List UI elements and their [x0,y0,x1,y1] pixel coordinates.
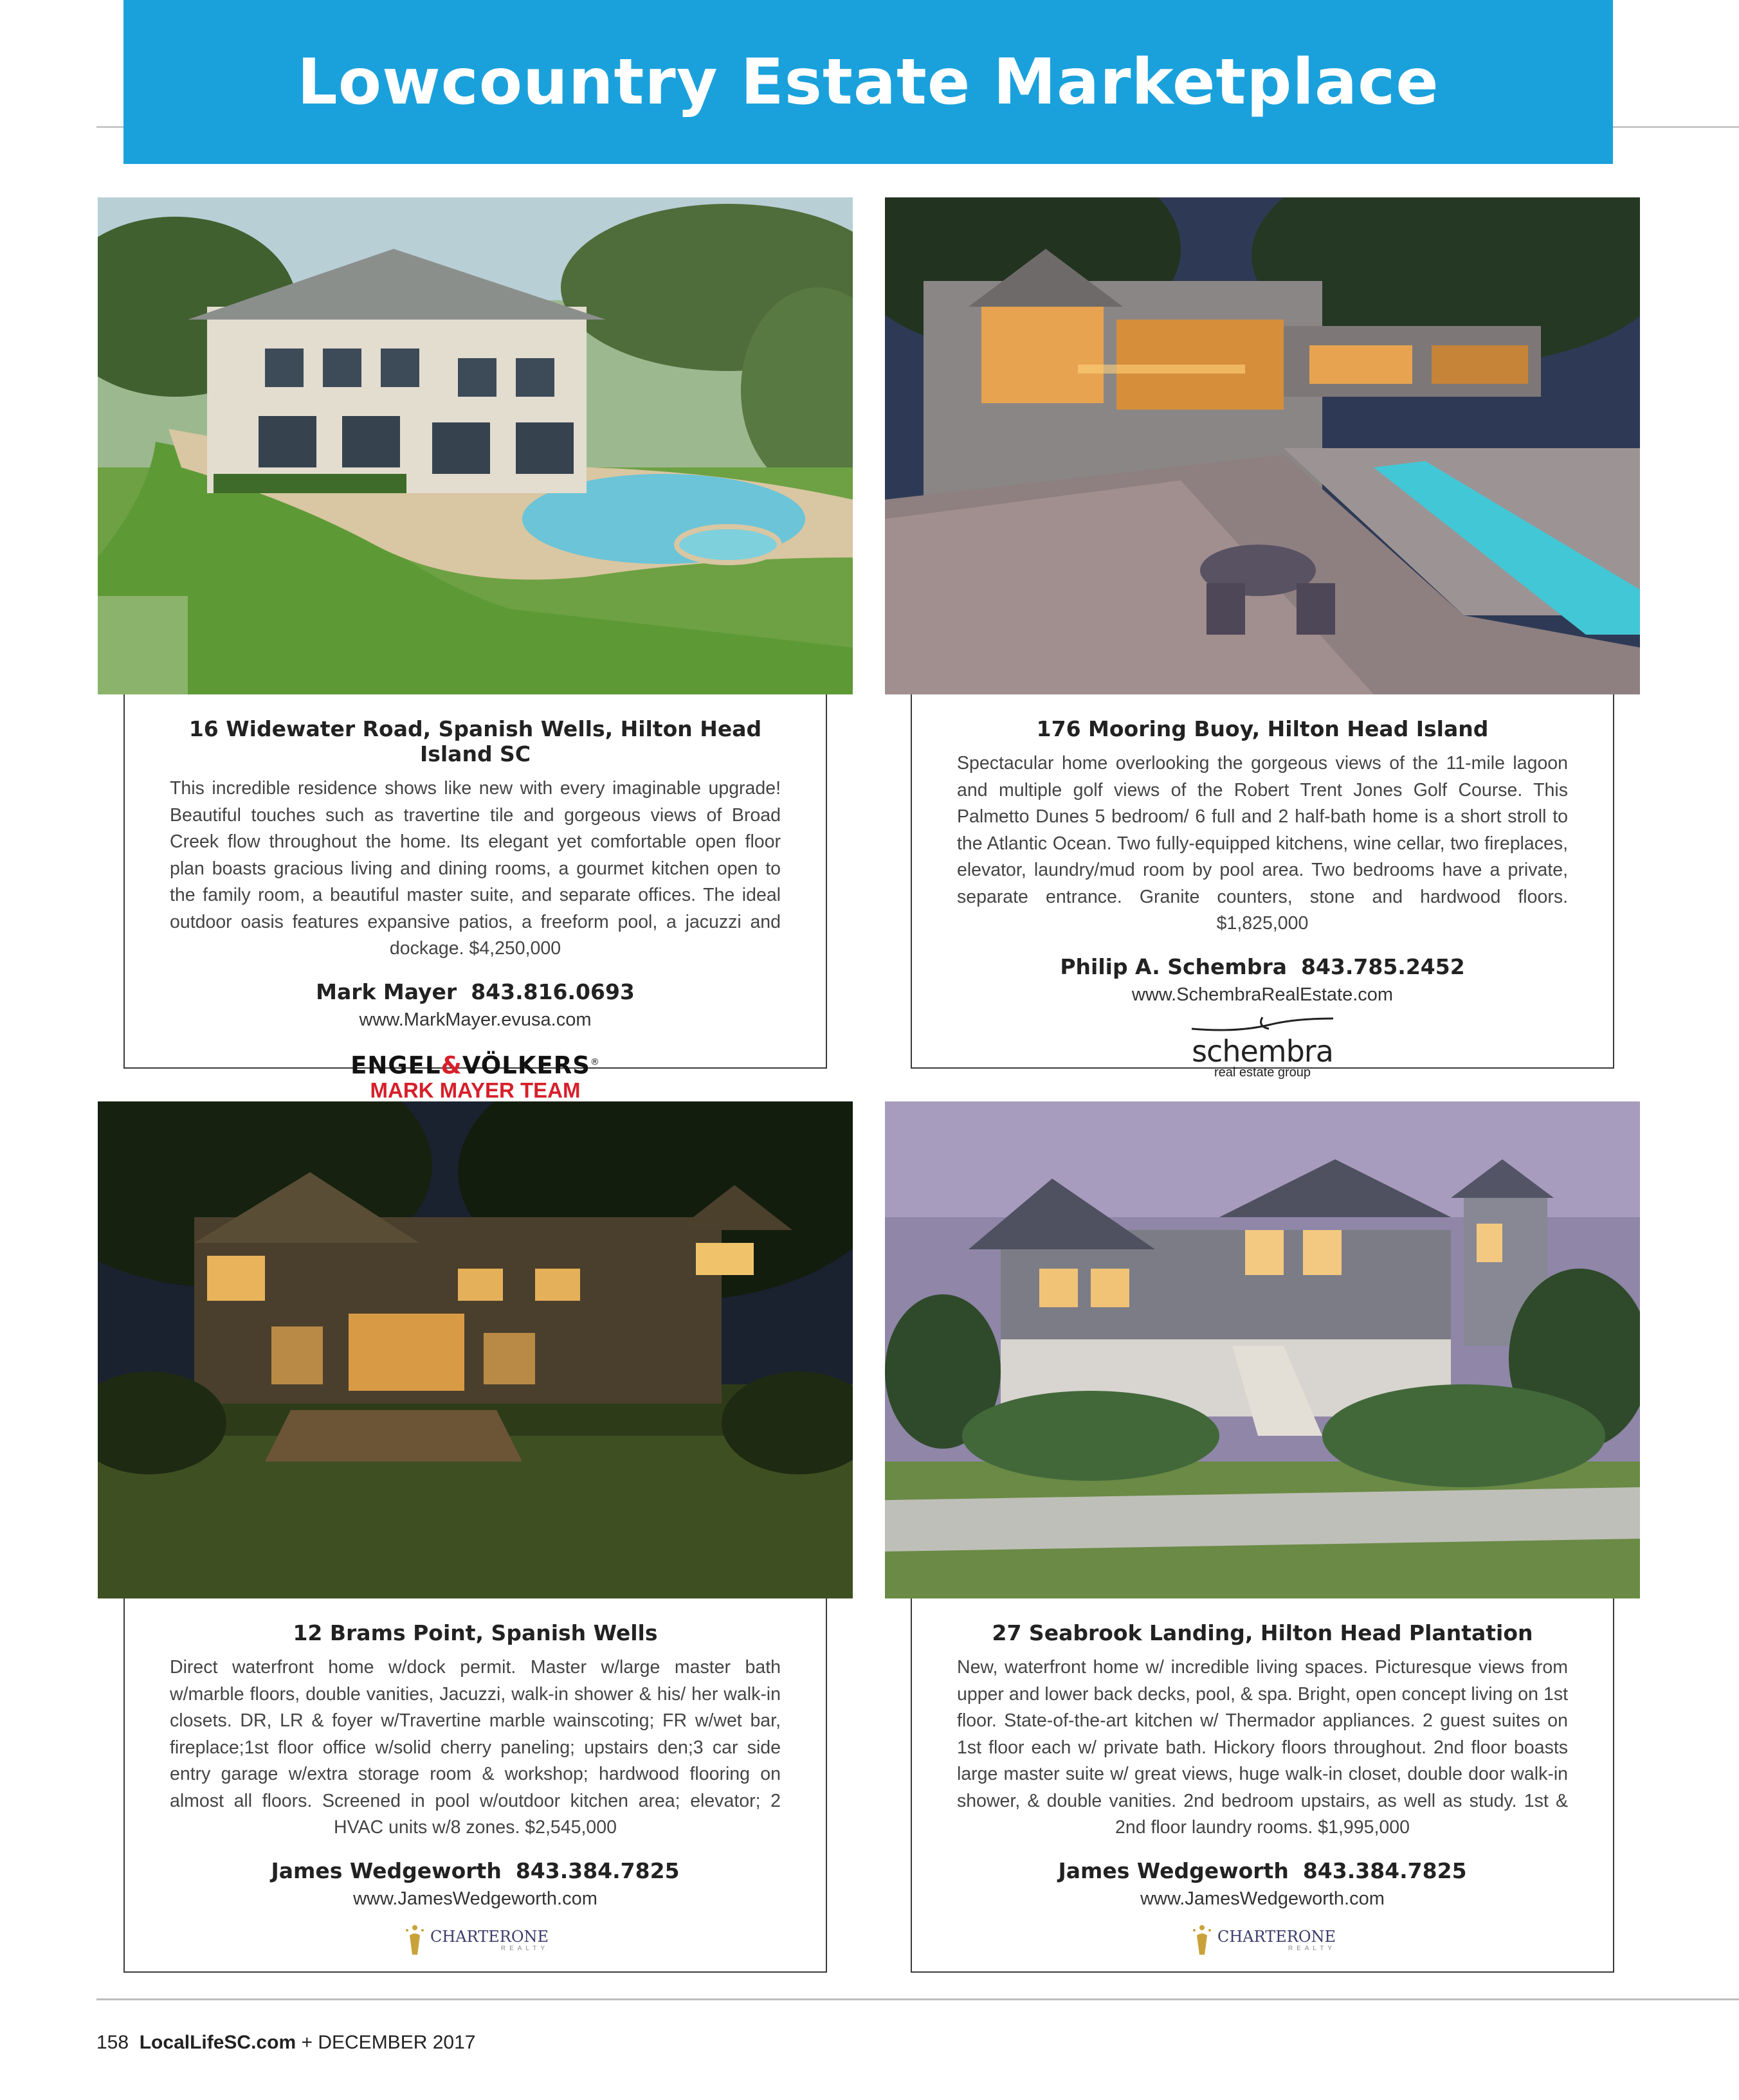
charterone-logo-tagline: REALTY [1288,1945,1336,1952]
listing-2-website[interactable]: www.SchembraRealEstate.com [1131,984,1394,1005]
schembra-logo-name: schembra [1192,1033,1333,1069]
listing-2-description: Spectacular home overlooking the gorgeous views of the 11-mile lagoon and multiple golf views of the Robert Trent Jones Golf Course. This Palmetto Dunes 5 bedroom/ 6 full and 2 half-bath home is a short stroll to the Atlantic Ocean. Two fully-equipped kitchens, wine cellar, two fireplaces, elevator, laundry/mud room by pool area. Two bedrooms have a private, separate entrance. Granite counters, stone and hardwood floors. $1,825,000 [957,753,1568,934]
listing-1-phone[interactable]: 843.816.0693 [471,979,635,1004]
listing-4-contact [957,1858,1568,1883]
listing-4-agent: James Wedgeworth [1058,1858,1289,1883]
engel-volkers-logo [347,1049,604,1102]
listing-3-contact [170,1858,781,1883]
listing-1-description: This incredible residence shows like new with every imaginable upgrade! Beautiful touches such as travertine tile and gorgeous views of Broad Creek flow throughout the home. Its elegant yet comfortable open floor plan boasts gracious living and dining rooms, a gourmet kitchen open to the family room, a beautiful master suite, and separate offices. The ideal outdoor oasis features expansive patios, a freeform pool, a jacuzzi and dockage. $4,250,000 [170,778,781,959]
listing-4-card [911,1598,1614,1973]
footer-separator: + [301,2032,313,2053]
listing-3-agent: James Wedgeworth [271,1858,502,1883]
header-banner [123,0,1613,164]
listing-3-phone[interactable]: 843.384.7825 [515,1858,680,1883]
listing-1-photo [98,197,853,694]
footer-issue: DECEMBER 2017 [318,2032,476,2053]
footer-site[interactable]: LocalLifeSC.com [139,2032,296,2053]
listing-3-website[interactable]: www.JamesWedgeworth.com [353,1888,597,1909]
listing-1-agent: Mark Mayer [316,979,457,1004]
listing-1-card [123,694,827,1102]
listing-2-photo [885,197,1640,694]
listing-2-agent: Philip A. Schembra [1060,954,1287,979]
footer-rule [96,1998,1739,2000]
listing-4-title: 27 Seabrook Landing, Hilton Head Plantation [992,1620,1533,1645]
listing-1-website[interactable]: www.MarkMayer.evusa.com [359,1009,592,1030]
logo-team-text: MARK MAYER TEAM [370,1078,581,1102]
listing-2-title: 176 Mooring Buoy, Hilton Head Island [1036,716,1489,741]
page-footer [96,2032,475,2054]
listing-2-contact [957,954,1568,979]
charterone-logo [1179,1923,1346,1959]
listing-1-contact [170,979,781,1004]
listing-1-title: 16 Widewater Road, Spanish Wells, Hilton Head Island SC [188,716,762,766]
logo-engel-text: ENGEL [351,1051,441,1079]
logo-ampersand: & [441,1051,462,1079]
listing-3-title: 12 Brams Point, Spanish Wells [293,1620,658,1645]
charterone-logo-name: CHARTERONE [430,1928,549,1946]
listing-4-phone[interactable]: 843.384.7825 [1302,1858,1467,1883]
listing-2-card [911,694,1614,1080]
charterone-logo [392,1923,559,1959]
listing-4-description: New, waterfront home w/ incredible living spaces. Picturesque views from upper and lower back decks, pool, & spa. Bright, open concept living on 1st floor. State-of-the-art kitchen w/ Thermador appliances. 2 guest suites on 1st floor each w/ private bath. Hickory floors throughout. 2nd floor boasts large master suite w/ great views, huge walk-in closet, double door walk-in shower, & double vanities. 2nd bedroom upstairs, as well as study. 1st & 2nd floor laundry rooms. $1,995,000 [957,1657,1568,1838]
page-number: 158 [96,2032,129,2053]
charterone-figure-icon [402,1923,428,1959]
listing-4-photo [885,1101,1640,1598]
charterone-figure-icon [1189,1923,1215,1959]
listing-2-phone[interactable]: 843.785.2452 [1300,954,1465,979]
charterone-logo-tagline: REALTY [500,1945,549,1952]
charterone-logo-name: CHARTERONE [1217,1928,1336,1946]
schembra-swoosh-icon [1185,1015,1340,1034]
schembra-logo [1179,1015,1346,1080]
listing-3-description: Direct waterfront home w/dock permit. Master w/large master bath w/marble floors, double vanities, Jacuzzi, walk-in shower & his/ her walk-in closets. DR, LR & foyer w/Travertine marble wainscoting; FR w/wet bar, fireplace;1st floor office w/solid cherry paneling; upstairs den;3 car side entry garage w/extra storage room & workshop; hardwood flooring on almost all floors. Screened in pool w/outdoor kitchen area; elevator; 2 HVAC units w/8 zones. $2,545,000 [170,1657,781,1838]
listing-3-card [123,1598,827,1973]
listing-4-website[interactable]: www.JamesWedgeworth.com [1140,1888,1385,1909]
page-title: Lowcountry Estate Marketplace [297,45,1439,119]
logo-registered-mark: ® [590,1056,600,1067]
listing-3-photo [98,1101,853,1598]
logo-volkers-text: VÖLKERS [462,1051,590,1079]
schembra-logo-tagline: real estate group [1214,1065,1311,1080]
